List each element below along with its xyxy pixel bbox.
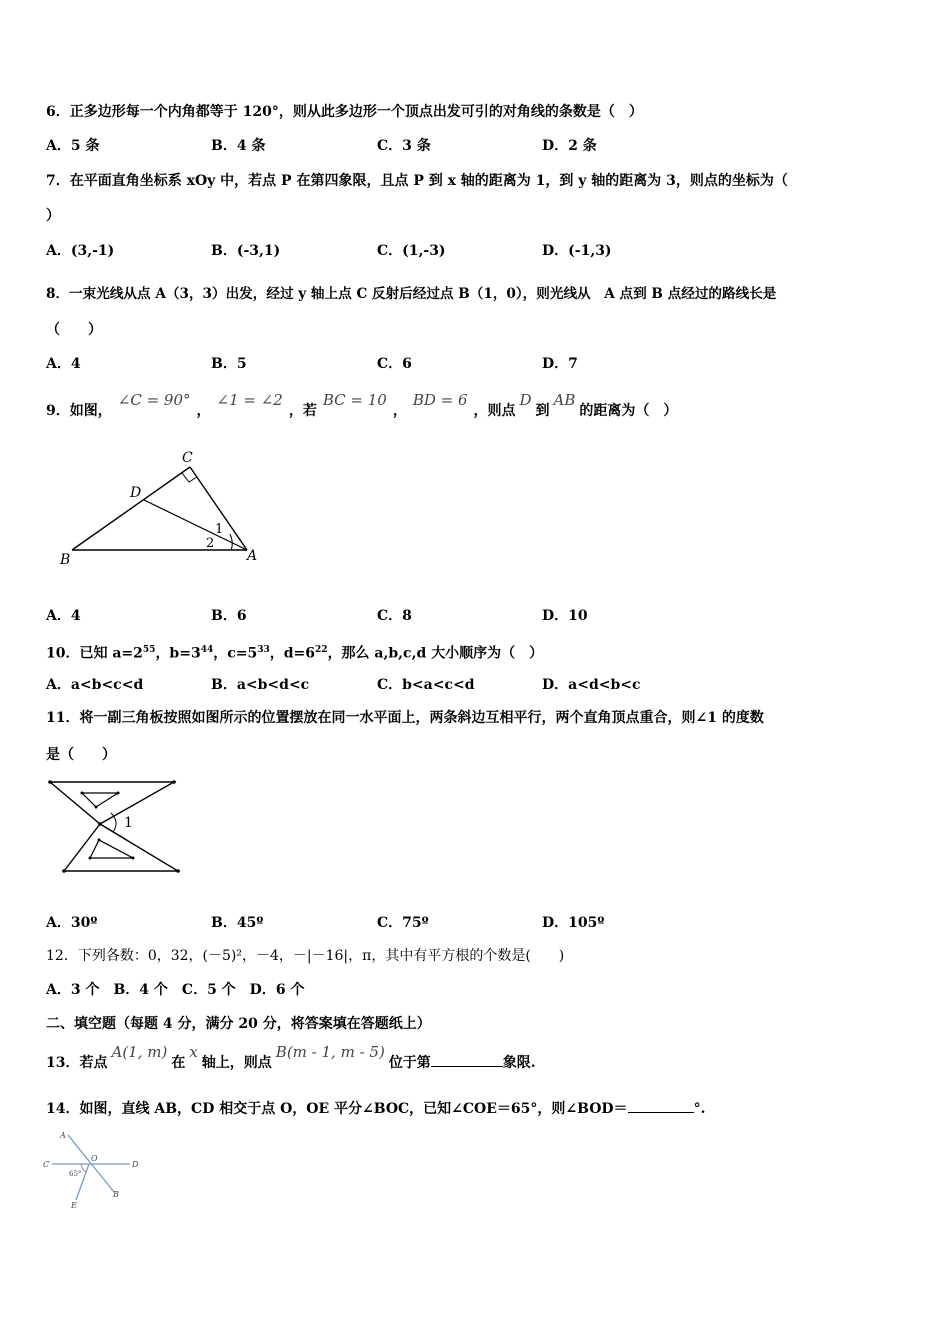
q13-prefix: 13．若点 [46, 1055, 108, 1071]
q7-option-a: A．(3,-1) [46, 243, 115, 259]
q11-label-angle1: 1 [124, 815, 133, 831]
q14-stem [46, 1098, 705, 1119]
q11-vertex-dot [172, 780, 176, 784]
q6-option-a: A．5 条 [46, 138, 100, 154]
q6-option-d: D．2 条 [542, 138, 597, 154]
q11-lower-inner-triangle [90, 840, 133, 858]
q14-angle-arc [81, 1164, 86, 1172]
q14-label-c: C [43, 1160, 50, 1169]
q8-stem-line2: （ ） [46, 322, 102, 338]
q9-math-angle-c: ∠C = 90° [117, 391, 191, 409]
q13-stem [46, 1043, 536, 1073]
q8-option-c: C．6 [377, 356, 412, 372]
q8-stem-line1: 8．一束光线从点 A（3，3）出发，经过 y 轴上点 C 反射后经过点 B（1，0），则光线从 A 点到 B 点经过的路线长是 [46, 286, 777, 302]
q13-math-point-a: A(1, m) [111, 1043, 168, 1061]
q11-vertex-dot [62, 869, 66, 873]
q10-t1: ，b=3 [155, 645, 201, 662]
q14-intersecting-lines-figure [40, 1126, 150, 1210]
q14-answer-blank[interactable] [628, 1098, 694, 1113]
q9-line-da [144, 500, 247, 550]
q11-upper-triangle [50, 782, 174, 824]
q10-t2: ，c=5 [213, 645, 258, 662]
q14-label-o: O [91, 1154, 98, 1163]
q11-stem-line2: 是（ ） [46, 747, 116, 763]
q11-vertex-dot [89, 857, 92, 860]
q6-option-c: C．3 条 [377, 138, 431, 154]
q14-label-angle: 65° [69, 1170, 82, 1178]
q14-label-e: E [71, 1201, 77, 1210]
q10-exp-b: 44 [200, 645, 214, 655]
q10-exp-a: 55 [142, 645, 156, 655]
q9-stem [46, 391, 678, 421]
q11-vertex-dot [98, 839, 101, 842]
q8-option-a: A．4 [46, 356, 81, 372]
q11-vertex-dot [95, 806, 98, 809]
q7-stem-line2: ） [46, 208, 60, 224]
q9-line-bc [72, 467, 190, 550]
q14-stem-b: °. [693, 1101, 706, 1117]
q10-t3: ，d=6 [269, 645, 316, 662]
q10-prefix: 10．已知 a=2 [46, 645, 143, 662]
q9-option-d: D．10 [542, 608, 588, 624]
q9-option-c: C．8 [377, 608, 412, 624]
q13-suffix-a: 位于第 [388, 1055, 431, 1071]
q9-option-b: B．6 [211, 608, 247, 624]
q7-stem-line1: 7．在平面直角坐标系 xOy 中，若点 P 在第四象限，且点 P 到 x 轴的距离为 1，到 y 轴的距离为 3，则点的坐标为（ [46, 173, 788, 189]
q10-option-d: D．a<d<b<c [542, 677, 641, 693]
q11-stem-line1: 11．将一副三角板按照如图所示的位置摆放在同一水平面上，两条斜边互相平行，两个直角顶点重合，则∠1 的度数 [46, 710, 764, 726]
q14-stem-a: 14．如图，直线 AB，CD 相交于点 O，OE 平分∠BOC，已知∠COE＝65°，则∠BOD＝ [46, 1101, 628, 1117]
q11-vertex-dot [117, 792, 120, 795]
q11-option-d: D．105º [542, 915, 605, 931]
q10-exp-d: 22 [315, 645, 328, 655]
q11-vertex-dot [176, 869, 180, 873]
q6-option-b: B．4 条 [211, 138, 266, 154]
q11-option-b: B．45º [211, 915, 264, 931]
q11-vertex-dot [98, 822, 102, 826]
q9-sep4: ，则点 [473, 403, 516, 419]
q9-triangle-figure [50, 448, 270, 573]
q9-math-bd: BD = 6 [412, 391, 468, 409]
q13-math-x: x [189, 1043, 198, 1061]
q9-label-a: A [247, 548, 258, 564]
q7-option-b: B．(-3,1) [211, 243, 281, 259]
q9-math-angles-equal: ∠1 = ∠2 [216, 391, 283, 409]
q9-math-ab: AB [553, 391, 576, 409]
q13-suffix-b: 象限. [502, 1055, 536, 1071]
q13-math-point-b: B(m - 1, m - 5) [275, 1043, 385, 1061]
q12-stem: 12．下列各数：0，32，(－5)²，－4，－|－16|，π，其中有平方根的个数是( ) [46, 948, 565, 964]
q9-label-b: B [60, 552, 71, 568]
q11-vertex-dot [132, 857, 135, 860]
q11-vertex-dot [81, 792, 84, 795]
section-2-heading: 二、填空题（每题 4 分，满分 20 分，将答案填在答题纸上） [46, 1016, 431, 1032]
q10-suffix: ，那么 a,b,c,d 大小顺序为（ ） [327, 645, 544, 662]
q7-option-c: C．(1,-3) [377, 243, 446, 259]
q9-option-a: A．4 [46, 608, 81, 624]
q6-stem: 6．正多边形每一个内角都等于 120°，则从此多边形一个顶点出发可引的对角线的条数是（ ） [46, 104, 643, 120]
q10-option-b: B．a<b<d<c [211, 677, 310, 693]
q9-sep3: ， [392, 403, 407, 419]
q11-vertex-dot [48, 780, 52, 784]
q9-math-d: D [519, 391, 532, 409]
q11-set-squares-figure [44, 776, 184, 876]
q9-sep2: ，若 [288, 403, 317, 419]
q10-exp-c: 33 [257, 645, 270, 655]
q13-t1: 在 [171, 1055, 186, 1071]
q13-t2: 轴上，则点 [201, 1055, 272, 1071]
q8-option-d: D．7 [542, 356, 578, 372]
q12-options: A．3 个 B．4 个 C．5 个 D．6 个 [46, 982, 305, 998]
q8-option-b: B．5 [211, 356, 247, 372]
q9-suffix: 的距离为（ ） [579, 403, 678, 419]
q14-label-b: B [113, 1190, 119, 1199]
q10-option-a: A．a<b<c<d [46, 677, 144, 693]
q9-label-c: C [182, 450, 193, 466]
q11-option-c: C．75º [377, 915, 429, 931]
q10-stem [46, 640, 543, 664]
q9-label-angle2: 2 [206, 536, 215, 551]
q9-label-d: D [130, 485, 142, 501]
q9-math-bc: BC = 10 [322, 391, 387, 409]
q9-sep1: ， [196, 403, 211, 419]
q9-prefix: 9．如图， [46, 403, 112, 419]
q13-answer-blank[interactable] [431, 1052, 503, 1067]
q7-option-d: D．(-1,3) [542, 243, 612, 259]
q10-option-c: C．b<a<c<d [377, 677, 475, 693]
q14-label-d: D [132, 1160, 139, 1169]
q11-upper-inner-triangle [82, 793, 118, 807]
q11-option-a: A．30º [46, 915, 98, 931]
q9-line-ca [190, 467, 247, 550]
q9-sep5: 到 [535, 403, 550, 419]
q14-label-a: A [60, 1131, 66, 1140]
q11-lower-triangle [64, 824, 178, 871]
q9-label-angle1: 1 [215, 522, 224, 537]
